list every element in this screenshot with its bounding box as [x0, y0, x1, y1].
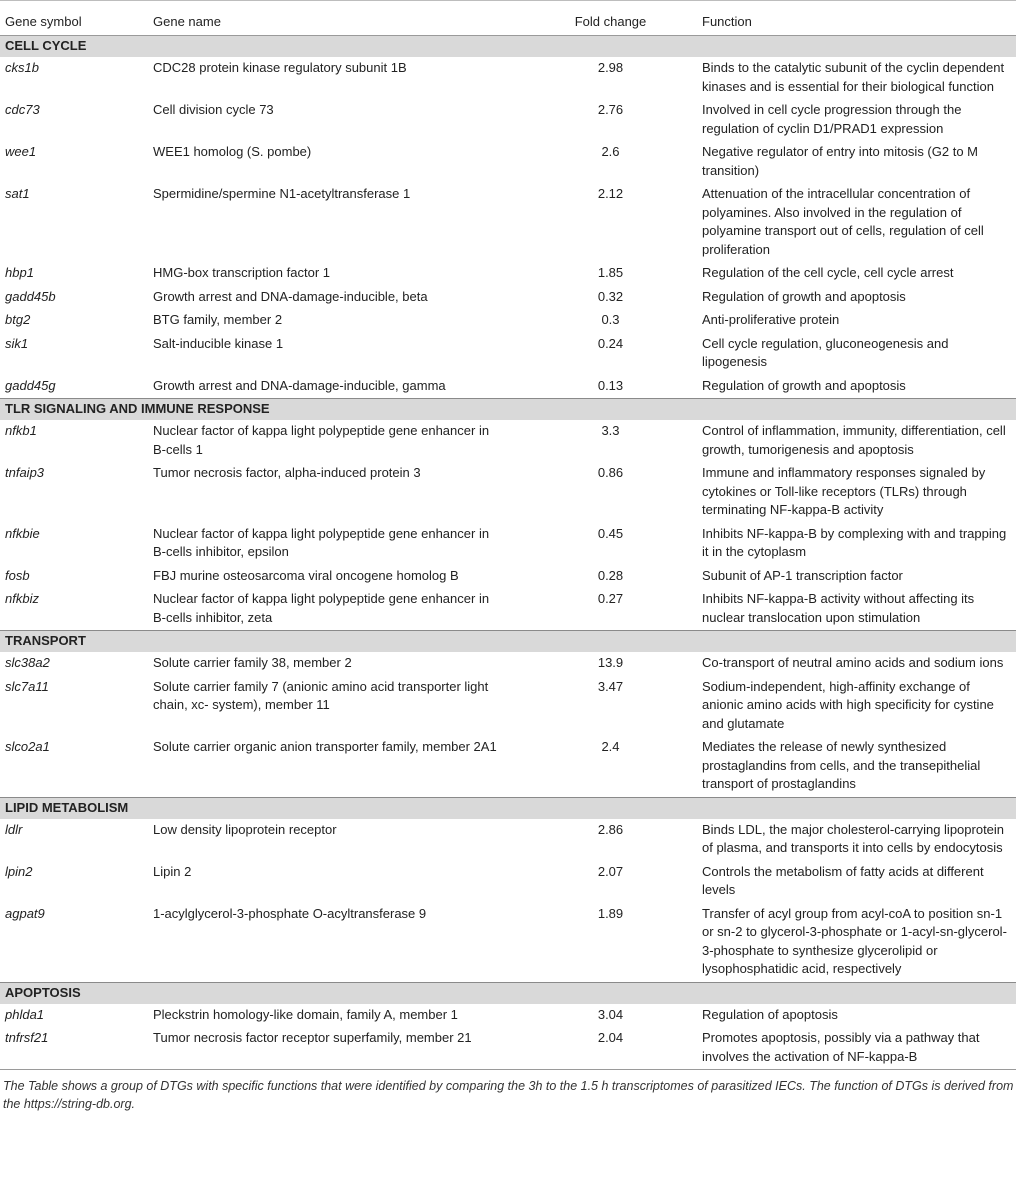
gene-symbol-cell: slc7a11 [5, 678, 49, 694]
gene-symbol-cell: hbp1 [5, 265, 34, 280]
gene-symbol-cell: tnfrsf21 [0, 1027, 153, 1070]
fold-change-cell: 0.27 [597, 591, 624, 606]
gene-name-cell: Growth arrest and DNA-damage-inducible, gamma [153, 377, 446, 393]
function-cell: Transfer of acyl group from acyl-coA to position sn-1 or sn-2 to glycerol-3-phosphate or 1-acyl-sn-glycerol-3-phosphate to synthesize glycerolipid or lysophosphatidic acid, respectively [702, 905, 1007, 976]
gene-symbol-cell: nfkb1 [5, 423, 37, 438]
function-cell: Cell cycle regulation, gluconeogenesis and lipogenesis [702, 335, 949, 369]
gene-symbol-cell: gadd45b [5, 288, 56, 304]
table-row [0, 262, 1016, 286]
function-cell: Anti-proliferative protein [702, 312, 840, 327]
section-header-row [0, 631, 1016, 653]
table-row [0, 676, 1016, 737]
gene-name-cell: Pleckstrin homology-like domain, family A, member 1 [153, 1006, 458, 1022]
header-function: Function [702, 1, 1016, 36]
function-cell: Control of inflammation, immunity, differentiation, cell growth, tumorigenesis and apoptosis [702, 423, 1006, 457]
table-row [0, 286, 1016, 310]
gene-symbol-cell: cks1b [5, 60, 39, 75]
gene-symbol-cell: nfkbiz [5, 591, 39, 606]
fold-change-cell: 2.12 [597, 186, 624, 201]
table-row [0, 99, 1016, 141]
table-row [0, 141, 1016, 183]
table-row [0, 333, 1016, 375]
gene-name-cell: Solute carrier family 38, member 2 [153, 655, 352, 670]
gene-symbol-cell: sik1 [5, 335, 29, 351]
function-cell: Sodium-independent, high-affinity exchange of anionic amino acids with high specificity for cystine and glutamate [702, 678, 994, 731]
table-row [0, 375, 1016, 399]
gene-name-cell: 1-acylglycerol-3-phosphate O-acyltransferase 9 [153, 905, 427, 921]
gene-name-cell: Tumor necrosis factor receptor superfamily, member 21 [153, 1027, 519, 1070]
fold-change-cell: 3.04 [597, 1006, 624, 1022]
gene-name-cell: Salt-inducible kinase 1 [153, 335, 284, 351]
gene-name-cell: Solute carrier family 7 (anionic amino acid transporter light chain, xc- system), member 11 [153, 678, 489, 712]
table-row [0, 1004, 1016, 1028]
function-cell: Controls the metabolism of fatty acids at different levels [702, 863, 984, 897]
fold-change-cell: 0.32 [597, 288, 624, 304]
gene-symbol-cell: fosb [5, 567, 30, 583]
table-row [0, 903, 1016, 983]
function-cell: Binds to the catalytic subunit of the cyclin dependent kinases and is essential for their biological function [702, 60, 1005, 94]
table-row [0, 588, 1016, 631]
function-cell: Negative regulator of entry into mitosis (G2 to M transition) [702, 144, 979, 178]
gene-name-cell: HMG-box transcription factor 1 [153, 265, 331, 280]
section-title: TRANSPORT [0, 631, 1016, 653]
table-row [0, 736, 1016, 797]
gene-name-cell: Spermidine/spermine N1-acetyltransferase 1 [153, 186, 411, 201]
function-cell: Inhibits NF-kappa-B by complexing with and trapping it in the cytoplasm [702, 525, 1007, 559]
gene-symbol-cell: phlda1 [5, 1006, 45, 1022]
gene-name-cell: Tumor necrosis factor, alpha-induced protein 3 [153, 465, 421, 480]
fold-change-cell: 0.3 [601, 312, 620, 327]
fold-change-cell: 3.3 [601, 423, 620, 438]
gene-name-cell: Nuclear factor of kappa light polypeptide gene enhancer in B-cells 1 [153, 423, 490, 457]
table-row [0, 420, 1016, 462]
function-cell: Regulation of the cell cycle, cell cycle arrest [702, 265, 954, 280]
section-header-row [0, 36, 1016, 58]
gene-name-cell: Lipin 2 [153, 863, 192, 879]
fold-change-cell: 2.76 [597, 102, 624, 117]
gene-symbol-cell: ldlr [5, 821, 23, 837]
fold-change-cell: 2.4 [601, 739, 620, 754]
section-header-row [0, 982, 1016, 1004]
gene-symbol-cell: gadd45g [5, 377, 56, 393]
fold-change-cell: 0.86 [597, 465, 624, 480]
function-cell: Inhibits NF-kappa-B activity without affecting its nuclear translocation upon stimulation [702, 591, 975, 625]
function-cell: Regulation of growth and apoptosis [702, 377, 906, 393]
gene-name-cell: Low density lipoprotein receptor [153, 821, 337, 837]
table-row [0, 523, 1016, 565]
function-cell: Attenuation of the intracellular concentration of polyamines. Also involved in the regulation of polyamine transport out of cells, regulation of cell proliferation [702, 186, 984, 257]
table-row [0, 309, 1016, 333]
gene-name-cell: Solute carrier organic anion transporter family, member 2A1 [153, 739, 497, 754]
gene-symbol-cell: tnfaip3 [5, 465, 45, 480]
section-title: APOPTOSIS [0, 982, 1016, 1004]
table-row [0, 652, 1016, 676]
function-cell: Mediates the release of newly synthesized prostaglandins from cells, and the transepithelial transport of prostaglandins [702, 739, 981, 791]
function-cell: Immune and inflammatory responses signaled by cytokines or Toll-like receptors (TLRs) through terminating NF-kappa-B activity [702, 465, 986, 517]
section-title: TLR SIGNALING AND IMMUNE RESPONSE [0, 399, 1016, 421]
gene-name-cell: CDC28 protein kinase regulatory subunit 1B [153, 60, 407, 75]
section-title: CELL CYCLE [0, 36, 1016, 58]
table-row [0, 819, 1016, 861]
header-gene-symbol: Gene symbol [0, 1, 153, 36]
fold-change-cell: 2.98 [597, 60, 624, 75]
fold-change-cell: 2.07 [597, 863, 624, 879]
table-row [0, 183, 1016, 262]
section-header-row [0, 399, 1016, 421]
function-cell: Co-transport of neutral amino acids and sodium ions [702, 655, 1004, 670]
gene-name-cell: Cell division cycle 73 [153, 102, 274, 117]
fold-change-cell: 0.24 [597, 335, 624, 351]
header-fold-change: Fold change [519, 1, 702, 36]
gene-symbol-cell: lpin2 [5, 863, 33, 879]
gene-symbol-cell: sat1 [5, 186, 30, 201]
fold-change-cell: 2.86 [597, 821, 624, 837]
fold-change-cell: 1.85 [597, 265, 624, 280]
gene-symbol-cell: agpat9 [5, 905, 45, 921]
fold-change-cell: 1.89 [597, 905, 624, 921]
gene-symbol-cell: btg2 [5, 312, 31, 327]
table-body [0, 36, 1016, 1070]
section-title: LIPID METABOLISM [0, 797, 1016, 819]
gene-symbol-cell: wee1 [5, 144, 37, 159]
gene-name-cell: BTG family, member 2 [153, 312, 283, 327]
fold-change-cell: 0.45 [597, 525, 624, 541]
table-row [0, 565, 1016, 589]
table-row [0, 861, 1016, 903]
gene-symbol-cell: slco2a1 [5, 739, 50, 754]
fold-change-cell: 13.9 [597, 655, 624, 670]
gene-name-cell: WEE1 homolog (S. pombe) [153, 144, 312, 159]
function-cell: Regulation of growth and apoptosis [702, 288, 906, 304]
gene-name-cell: Nuclear factor of kappa light polypeptide gene enhancer in B-cells inhibitor, epsilon [153, 525, 490, 559]
gene-name-cell: Growth arrest and DNA-damage-inducible, beta [153, 288, 428, 304]
section-header-row [0, 797, 1016, 819]
gene-name-cell: FBJ murine osteosarcoma viral oncogene homolog B [153, 567, 459, 583]
fold-change-cell: 3.47 [597, 678, 624, 694]
function-cell: Binds LDL, the major cholesterol-carrying lipoprotein of plasma, and transports it into cells by endocytosis [702, 821, 1005, 855]
table-row [0, 57, 1016, 99]
fold-change-cell: 2.6 [601, 144, 620, 159]
table-footnote: The Table shows a group of DTGs with specific functions that were identified by comparing the 3h to the 1.5 h transcriptomes of parasitized IECs. The function of DTGs is derived from the https://string-db.org. [3, 1079, 1014, 1111]
gene-symbol-cell: slc38a2 [5, 655, 50, 670]
table-row [0, 462, 1016, 523]
gene-symbol-cell: cdc73 [5, 102, 40, 117]
header-gene-name: Gene name [153, 1, 519, 36]
fold-change-cell: 0.13 [597, 377, 624, 393]
header-row [0, 1, 1016, 36]
function-cell: Involved in cell cycle progression through the regulation of cyclin D1/PRAD1 expression [702, 102, 962, 136]
function-cell: Subunit of AP-1 transcription factor [702, 567, 903, 583]
function-cell: Regulation of apoptosis [702, 1006, 838, 1022]
gene-symbol-cell: nfkbie [5, 525, 40, 541]
gene-name-cell: Nuclear factor of kappa light polypeptide gene enhancer in B-cells inhibitor, zeta [153, 591, 490, 625]
table-row [0, 1027, 1016, 1070]
fold-change-cell: 2.04 [519, 1027, 702, 1070]
fold-change-cell: 0.28 [597, 567, 624, 583]
function-cell: Promotes apoptosis, possibly via a pathway that involves the activation of NF-kappa-B [702, 1027, 1016, 1070]
